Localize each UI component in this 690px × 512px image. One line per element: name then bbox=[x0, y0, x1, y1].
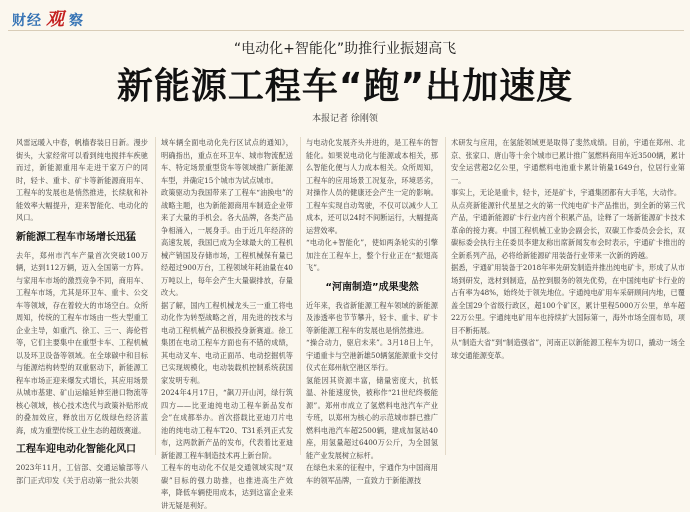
paragraph: 近年来，我省新能源工程车领域的新能源及渗透率也节节攀升，轻卡、重卡、矿卡等新能源工程车的发展也是悄然推进。 bbox=[306, 300, 438, 335]
column-divider bbox=[155, 137, 156, 455]
article-kicker: “电动化+智能化”助推行业振翅高飞 bbox=[233, 41, 457, 57]
subheading: 新能源工程车市场增长迅猛 bbox=[16, 231, 136, 243]
paragraph: “操合动力，驱启未来”。3月18日上午，宇通重卡与空港新雄50辆氢能源重卡交付仪式在郑州航空港区举行。 bbox=[306, 338, 438, 372]
paragraph: 从“制造大省”到“制造强省”，河南正以新能源工程车为切口，撬动一场全球交通能源变革。 bbox=[451, 338, 685, 360]
subheading: “河南制造”成果斐然 bbox=[325, 281, 419, 293]
header-rule bbox=[8, 30, 684, 31]
article-column-1 bbox=[16, 137, 148, 487]
paragraph: 在绿色未来的征程中，宇通作为中国商用车的领军品牌，一直致力于新能源技 bbox=[306, 463, 438, 485]
column-title bbox=[12, 5, 84, 31]
column-title-part2: 观 bbox=[46, 9, 65, 30]
paragraph: 去年，郑州市汽车产量首次突破100万辆，达到112万辆，迈入全国第一方阵。与家用车市场的激烈竞争不同，商用车、工程车市场，尤其是环卫车、重卡、公交车等领域，存在着较大的市场空白。众所周知，传统的工程车市场由一些大型重工企业主导，如重汽、徐工、三一、海伦哲等，它们主要集中在重型卡车、工程机械以及环卫设备等领域。在全球碳中和目标与能源结构转型的双重驱动下，新能源工程车市场正迎来爆发式增长，其应用场景从城市基建、矿山运输延伸至港口物流等核心领域，核心技术迭代与政策补贴形成的叠加效应，释放出万亿级绿色经济蓝海，成为重塑传统工业生态的超级赛道。 bbox=[16, 250, 148, 435]
article-byline: 本报记者 徐刚领 bbox=[312, 114, 378, 124]
subheading: 工程车迎电动化智能化风口 bbox=[16, 444, 136, 455]
paragraph: 2023年11月，工信部、交通运输部等八部门正式印发《关于启动第一批公共领 bbox=[16, 463, 148, 485]
paragraph: 政策驱动为我国带来了工程车“油换电”的战略主题，也为新能源商用车制造企业带来了大量的手机会。各大品牌，各类产品争相涌入，一展身手。由于近几年经济的高速发展，我国已成为全球最大的工程机械产销国及存储市场，工程机械保有量已经超过900万台，工程领域年耗油量在40万吨以上，每年会产生大量碳排放，存量改大。 bbox=[161, 188, 293, 297]
column-divider bbox=[300, 137, 301, 455]
paragraph: 据了解，国内工程机械龙头三一重工将电动化作为转型战略之首，用先进的技术与电动工程机械产品积极投身新赛道。徐工集团在电动工程车方面也有不错的成绩，其电动叉车、电动正面吊、电动挖掘机等已实现规模化，电动装载机控制系统获国家发明专利。 bbox=[161, 300, 293, 385]
paragraph: 工程车的电动化不仅是交通领域实现“双碳”目标的强力助推，也推进高生产效率，降低车辆使用成本，达到这富企业来讲无疑是利好。 bbox=[161, 463, 293, 510]
paragraph: 风雷远暖入中春，帆樯春装日日新。漫步街头，大家经常可以看到纯电搅拌车疾驰而过，新能源重用车走进干家万户的同时，轻卡、重卡、矿卡等新能源商用车、工程车的发展也是悄然推进，长续航和补能效率大幅提升，迎来智能化、电动化的风口。 bbox=[16, 138, 148, 222]
article-column-4 bbox=[451, 137, 685, 362]
paragraph: 从点亮新能源针代星星之火的第一代纯电矿卡产品推出，到全新的第三代产品，宇通新能源矿卡行业内首个积累产品，诠释了一场新能源矿卡技术革命的接力赛。中国工程机械工业协会副会长，双碳工作委员会会长，双碳标委会执行主任委员李建友称出席新闻发布会时表示，宇通矿卡推出的全新系列产品，必将给新能源矿用装备行业带来一次新的跨越。 bbox=[451, 200, 685, 260]
masthead-band bbox=[0, 0, 690, 30]
paragraph: 据悉，宇通矿用装备于2018年率先研发制造并推出纯电矿卡，形成了从市场到研发，选材到制造，品控到服务的领先优势，在中国纯电矿卡行业的占有率为48%，始终处于领先地位。宇通纯电矿用车采研顾问内地，已覆盖全国29个省级行政区，超100个矿区，累计里程5000万公里，单车超22万公里。宇通纯电矿用车也持续扩大国际第一，海外市场全面布局，项目不断拓展。 bbox=[451, 263, 685, 335]
column-title-part3: 察 bbox=[69, 13, 84, 29]
column-divider bbox=[445, 137, 446, 455]
paragraph: 事实上，无论是重卡，轻卡，还是矿卡，宇通集团都有大手笔，大动作。 bbox=[451, 188, 682, 197]
paragraph: 域车辆全面电动化先行区试点的通知》，明确指出，重点在环卫车、城市物流配送车、特定场景重型货车等领域推广新能源车型，并确定15个城市为试点城市。 bbox=[161, 138, 293, 185]
article-headline: 新能源工程车“跑”出加速度 bbox=[116, 66, 574, 107]
article-column-3 bbox=[306, 137, 438, 487]
paragraph: 氢能因其资源丰富，储量密度大，抗低温、补能速度快，被称作“21世纪终极能源”。郑州市成立了氢燃料电池汽车产业专班，以郑州为核心的示范城市群已推广燃料电池汽车超2500辆，建成加氢站40座，用氢量超过6400万公斤，为全国氢能产业发展树立标杆。 bbox=[306, 375, 438, 460]
paragraph: 与电动化发展齐头并进的，是工程车的智能化。如果说电动化与能源或本相关，那么智能化便与人力成本相关。众所周知，工程车的应用场景工况复杂，环境恶劣，对操作人员的健康还会产生一定的影响。工程车实现自动驾驶，不仅可以减少人工成本，还可以24时不间断运行，大幅提高运营效率。 bbox=[306, 138, 438, 235]
article-column-2 bbox=[161, 137, 293, 512]
paragraph: 2024年4月17日，“飙刀开山河，绿行筑四方——比亚迪纯电动工程车新品发布会”在成都举办。首次搭载比亚迪刀片电池的纯电动工程车T20、T31系列正式发布，这两款新产品的发布，代表着比亚迪新能源工程车制造技术再上新台阶。 bbox=[161, 388, 293, 460]
column-title-part1: 财经 bbox=[12, 13, 42, 29]
paragraph: 术研发与应用，在氢能领域更是取得了斐然成绩。目前，宇通在郑州、北京、张家口、唐山等十余个城市已累计推广氢燃料商用车近3500辆，累计安全运营超2亿公里，宇通燃料电池重卡累计销量1649台，位居行业第一。 bbox=[451, 138, 685, 185]
paragraph: “电动化+智能化”，使如两条轮实的引擎加注在工程车上，整个行业正在“振翅高飞”。 bbox=[306, 238, 438, 272]
